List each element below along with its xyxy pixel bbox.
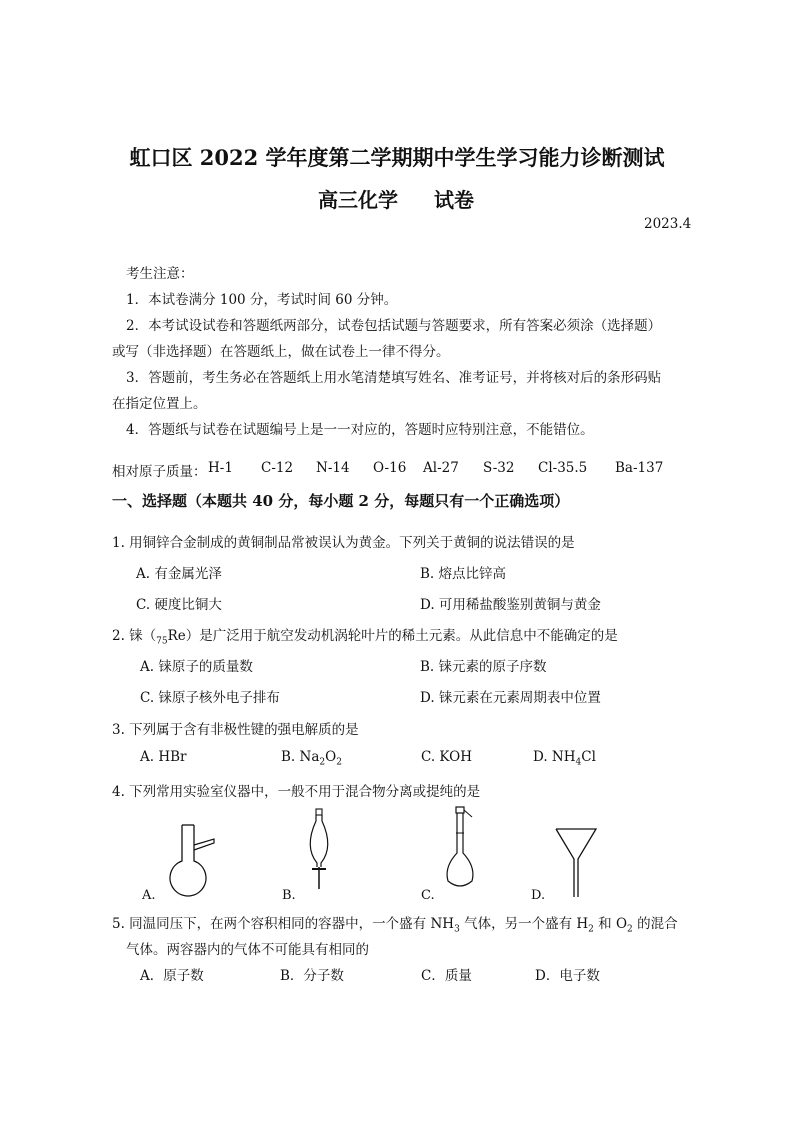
question-2-stem-pre: 2. 铼（ [112, 628, 157, 644]
volumetric-flask-icon [440, 805, 484, 897]
question-4-option-c: C. [421, 888, 435, 903]
question-4-option-d: D. [531, 888, 546, 903]
question-2-option-c: C. 铼原子核外电子排布 [140, 690, 280, 706]
question-4-option-a: A. [142, 888, 156, 903]
question-3-option-d [533, 749, 596, 768]
notice-item-3-line2: 在指定位置上。 [112, 396, 207, 412]
question-3-stem: 3. 下列属于含有非极性键的强电解质的是 [112, 722, 359, 738]
formula-subscript: 4 [575, 757, 582, 768]
formula-subscript: 2 [588, 924, 594, 935]
notice-heading: 考生注意： [126, 266, 194, 282]
question-1-option-b: B. 熔点比锌高 [420, 566, 507, 582]
question-1-option-a: A. 有金属光泽 [136, 566, 222, 582]
question-5-option-d: D．电子数 [535, 968, 600, 984]
question-2-option-d: D. 铼元素在元素周期表中位置 [420, 690, 601, 706]
notice-item-2-line1: 2．本考试设试卷和答题纸两部分，试卷包括试题与答题要求，所有答案必须涂（选择题） [126, 318, 662, 334]
question-4-option-b: B. [282, 888, 296, 903]
distillation-flask-icon [160, 823, 220, 903]
separatory-funnel-icon [302, 807, 336, 897]
formula-subscript: 3 [454, 924, 460, 935]
question-5-option-b: B．分子数 [280, 968, 344, 984]
atomic-mass-value: Cl-35.5 [538, 460, 588, 476]
apparatus-row [130, 815, 690, 905]
atomic-mass-value: Al-27 [423, 460, 459, 476]
atomic-mass-value: C-12 [261, 460, 294, 476]
formula-subscript: 2 [319, 757, 326, 768]
text-part: 的混合 [632, 916, 678, 932]
atomic-mass-value: N-14 [316, 460, 350, 476]
question-1-option-c: C. 硬度比铜大 [136, 597, 222, 613]
question-1-option-d: D. 可用稀盐酸鉴别黄铜与黄金 [420, 597, 601, 613]
exam-date: 2023.4 [644, 216, 692, 232]
question-1-stem: 1. 用铜锌合金制成的黄铜制品常被误认为黄金。下列关于黄铜的说法错误的是 [112, 535, 575, 551]
formula-subscript: 2 [336, 757, 342, 768]
atomic-mass-value: Ba-137 [615, 460, 664, 476]
text-part: 气体，另一个盛有 H [459, 916, 589, 932]
question-2-stem-post: Re）是广泛用于航空发动机涡轮叶片的稀土元素。从此信息中不能确定的是 [167, 628, 618, 644]
funnel-icon [554, 825, 598, 899]
question-2-stem [112, 624, 618, 647]
atomic-mass-value: H-1 [208, 460, 233, 476]
question-5-option-c: C．质量 [421, 968, 472, 984]
text-part: 和 O [593, 916, 628, 932]
formula-part: O [325, 749, 337, 765]
question-3-option-a: A. HBr [140, 749, 187, 765]
formula-part: D. NH [533, 749, 576, 765]
notice-item-3-line1: 3．答题前，考生务必在答题纸上用水笔清楚填写姓名、准考证号，并将核对后的条形码贴 [126, 370, 662, 386]
atomic-masses-label: 相对原子质量： [112, 464, 207, 480]
notice-item-2-line2: 或写（非选择题）在答题纸上，做在试卷上一律不得分。 [112, 344, 450, 360]
question-5-line1 [112, 912, 678, 935]
question-3-option-b [281, 749, 342, 768]
question-2-option-b: B. 铼元素的原子序数 [420, 659, 547, 675]
atomic-mass-value: S-32 [483, 460, 515, 476]
question-2-option-a: A. 铼原子的质量数 [140, 659, 253, 675]
text-part: 5. 同温同压下，在两个容积相同的容器中，一个盛有 NH [112, 916, 455, 932]
subtitle-subject: 高三化学 [318, 188, 398, 212]
question-5-option-a: A．原子数 [140, 968, 204, 984]
formula-part: Cl [581, 749, 596, 765]
subtitle-type: 试卷 [434, 188, 474, 212]
notice-item-4: 4．答题纸与试卷在试题编号上是一一对应的，答题时应特别注意，不能错位。 [126, 422, 594, 438]
formula-part: B. Na [281, 749, 320, 765]
section-heading: 一、选择题（本题共 40 分，每小题 2 分，每题只有一个正确选项） [112, 492, 570, 510]
notice-item-1: 1．本试卷满分 100 分，考试时间 60 分钟。 [126, 292, 398, 308]
question-3-option-c: C. KOH [421, 749, 472, 765]
question-5-line2: 气体。两容器内的气体不可能具有相同的 [126, 942, 369, 958]
question-4-stem: 4. 下列常用实验室仪器中，一般不用于混合物分离或提纯的是 [112, 784, 481, 800]
atomic-mass-value: O-16 [373, 460, 407, 476]
atomic-number-subscript: 75 [156, 636, 168, 647]
formula-subscript: 2 [627, 924, 633, 935]
atomic-masses [112, 460, 712, 480]
page-title: 虹口区 2022 学年度第二学期期中学生学习能力诊断测试 [129, 145, 665, 170]
